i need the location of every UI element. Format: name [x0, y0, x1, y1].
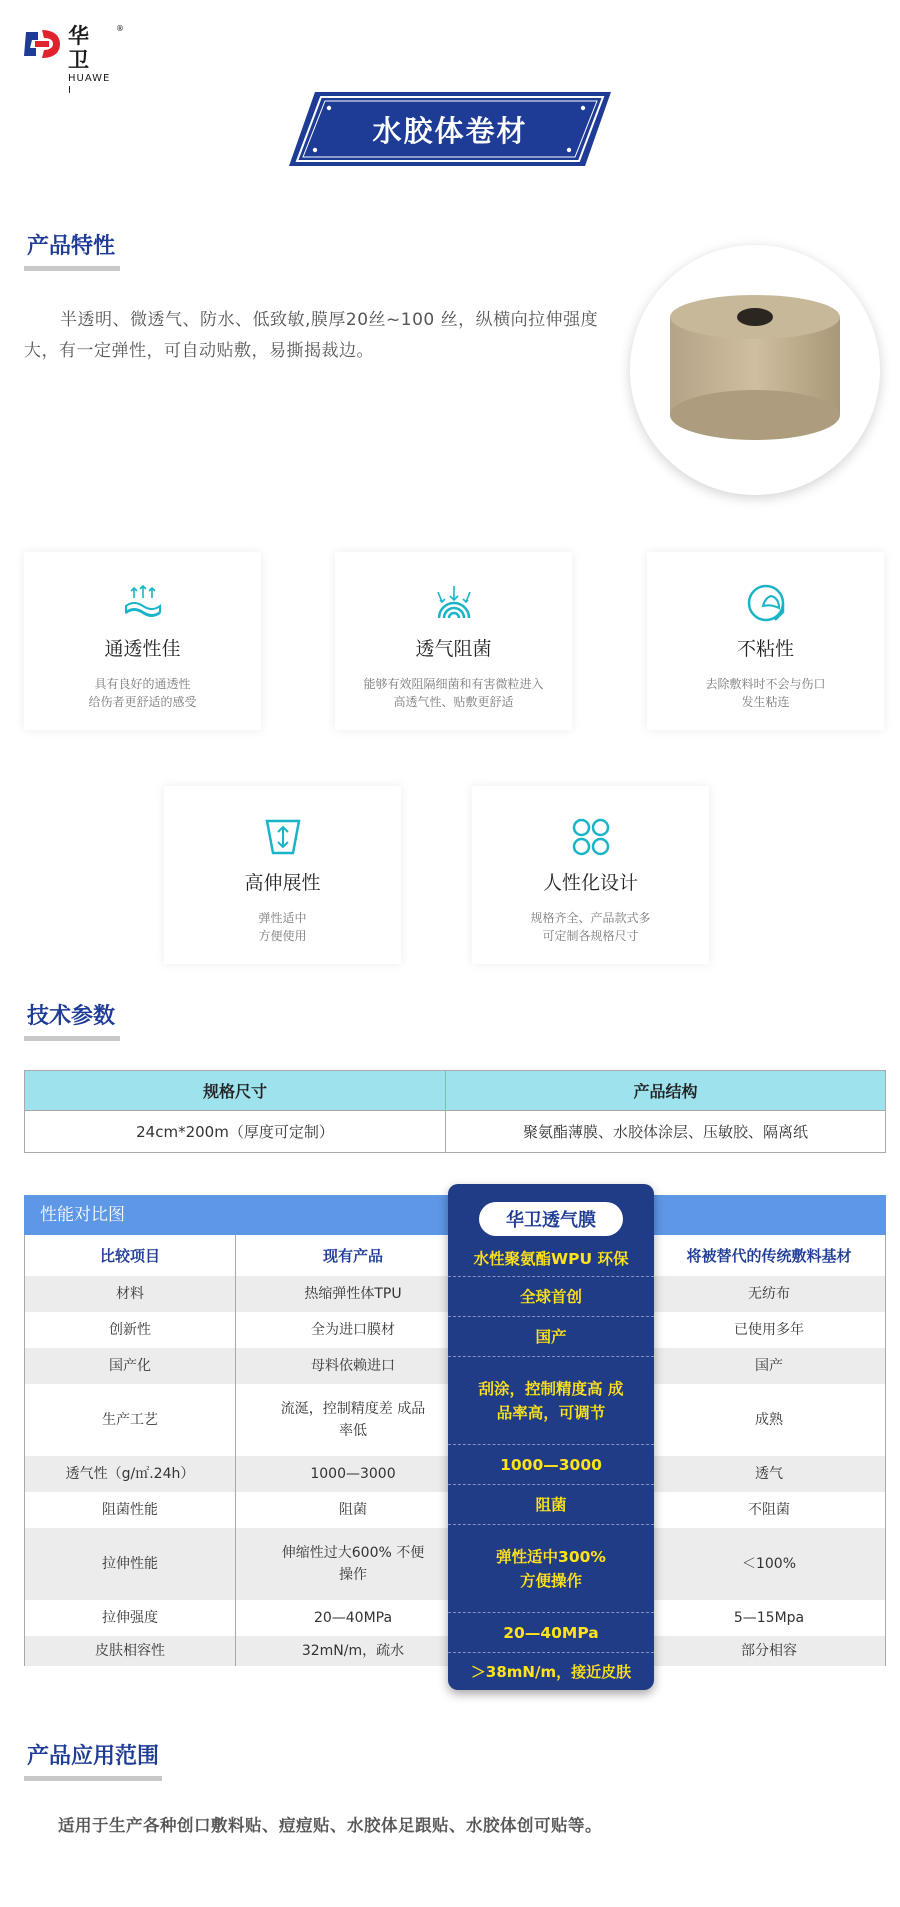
spec-table — [24, 1070, 886, 1153]
spec-header-size: 规格尺寸 — [25, 1071, 446, 1111]
section-underline — [24, 1036, 120, 1041]
apply-section-header — [24, 1742, 162, 1781]
highlight-value: 20—40MPa — [448, 1612, 654, 1652]
feature-card-description: 能够有效阻隔细菌和有害微粒进入 高透气性、贴敷更舒适 — [363, 677, 544, 709]
breathable-layers-icon — [122, 582, 164, 624]
feature-card-title: 不粘性 — [736, 638, 794, 660]
row-traditional: 不阻菌 — [748, 1502, 790, 1518]
header-compare-item: 比较项目 — [99, 1246, 160, 1265]
column-divider — [235, 1235, 236, 1666]
feature-card-nonstick — [647, 552, 884, 730]
highlight-value: 刮涂，控制精度高 成品率高，可调节 — [448, 1356, 654, 1444]
clover-icon — [570, 816, 612, 858]
header-existing-product: 现有产品 — [322, 1246, 383, 1265]
logo-english-name: HUAWE I — [68, 73, 111, 96]
feature-card-breathable — [24, 552, 261, 730]
highlight-value: 阻菌 — [448, 1484, 654, 1524]
features-section-title: 产品特性 — [27, 234, 116, 259]
registered-mark: ® — [116, 24, 124, 33]
tech-section-title: 技术参数 — [27, 1004, 116, 1029]
apply-section-title: 产品应用范围 — [27, 1744, 160, 1769]
section-underline — [24, 266, 120, 271]
row-existing: 阻菌 — [339, 1502, 367, 1518]
huawei-logo-icon — [22, 24, 62, 64]
feature-card-description: 去除敷料时不会与伤口 发生粘连 — [705, 677, 826, 709]
row-existing: 全为进口膜材 — [311, 1322, 395, 1338]
features-description: 半透明、微透气、防水、低致敏,膜厚20丝~100 丝，纵横向拉伸强度大，有一定弹性，可自动贴敷，易撕揭裁边。 — [24, 310, 599, 361]
feature-card-title: 通透性佳 — [104, 638, 181, 660]
section-underline — [24, 1776, 162, 1781]
header-traditional-material: 将被替代的传统敷料基材 — [686, 1246, 852, 1265]
row-item: 创新性 — [109, 1322, 151, 1338]
row-item: 皮肤相容性 — [95, 1643, 165, 1659]
comparison-title: 性能对比图 — [40, 1205, 125, 1225]
features-section-header — [24, 232, 120, 271]
spec-header-structure: 产品结构 — [446, 1071, 886, 1111]
barrier-shield-icon — [433, 582, 475, 624]
tech-section-header — [24, 1002, 120, 1041]
highlight-value: 全球首创 — [448, 1276, 654, 1316]
spec-table-row — [25, 1111, 886, 1153]
huawei-film-badge: 华卫透气膜 — [479, 1202, 623, 1236]
highlight-header: 水性聚氨酯WPU 环保 — [473, 1250, 629, 1268]
row-traditional: 透气 — [755, 1466, 783, 1482]
huawei-highlight-column — [448, 1184, 654, 1690]
feature-card-title: 透气阻菌 — [415, 638, 492, 660]
row-traditional: 部分相容 — [741, 1643, 797, 1659]
feature-card-description: 弹性适中 方便使用 — [258, 911, 307, 943]
tape-roll-image — [630, 245, 880, 495]
row-item: 材料 — [116, 1286, 144, 1302]
logo-chinese-name: 华卫 — [68, 24, 90, 72]
tape-roll-graphic — [630, 245, 880, 495]
non-stick-icon — [745, 582, 787, 624]
highlight-value: ＞38mN/m，接近皮肤 — [448, 1652, 654, 1690]
row-existing: 1000—3000 — [310, 1466, 396, 1482]
row-traditional: 5—15Mpa — [733, 1610, 805, 1626]
row-traditional: 无纺布 — [748, 1286, 790, 1302]
row-traditional: 成熟 — [755, 1412, 783, 1428]
row-item: 透气性（g/㎡.24h） — [65, 1466, 195, 1482]
highlight-value: 国产 — [448, 1316, 654, 1356]
feature-card-barrier — [335, 552, 572, 730]
highlight-value: 1000—3000 — [448, 1444, 654, 1484]
stretch-icon — [262, 816, 304, 858]
row-traditional: 已使用多年 — [734, 1322, 804, 1338]
highlight-value: 弹性适中300% 方便操作 — [448, 1524, 654, 1612]
spec-size-value: 24cm*200m（厚度可定制） — [25, 1111, 446, 1153]
spec-table-header-row — [25, 1071, 886, 1111]
page-title: 水胶体卷材 — [372, 113, 528, 148]
row-existing: 20—40MPa — [313, 1610, 393, 1626]
spec-structure-value: 聚氨酯薄膜、水胶体涂层、压敏胶、隔离纸 — [446, 1111, 886, 1153]
feature-card-description: 具有良好的通透性 给伤者更舒适的感受 — [88, 677, 197, 709]
feature-card-description: 规格齐全、产品款式多 可定制各规格尺寸 — [530, 911, 651, 943]
feature-card-design — [472, 786, 709, 964]
row-existing: 流涎，控制精度差 成品率低 — [280, 1401, 426, 1439]
apply-description: 适用于生产各种创口敷料贴、痘痘贴、水胶体足跟贴、水胶体创可贴等。 — [58, 1816, 602, 1835]
row-item: 拉伸性能 — [102, 1556, 158, 1572]
row-item: 阻菌性能 — [102, 1502, 158, 1518]
title-banner — [285, 88, 615, 170]
row-traditional: ＜100% — [741, 1556, 797, 1572]
row-traditional: 国产 — [755, 1358, 783, 1374]
feature-card-title: 人性化设计 — [542, 872, 638, 894]
feature-card-stretch — [164, 786, 401, 964]
row-item: 拉伸强度 — [102, 1610, 158, 1626]
feature-card-title: 高伸展性 — [244, 872, 321, 894]
row-existing: 母料依赖进口 — [311, 1358, 395, 1374]
row-existing: 32mN/m，疏水 — [301, 1643, 405, 1659]
row-item: 生产工艺 — [102, 1412, 158, 1428]
row-item: 国产化 — [109, 1358, 151, 1374]
row-existing: 热缩弹性体TPU — [304, 1286, 402, 1302]
row-existing: 伸缩性过大600% 不便操作 — [281, 1545, 425, 1583]
